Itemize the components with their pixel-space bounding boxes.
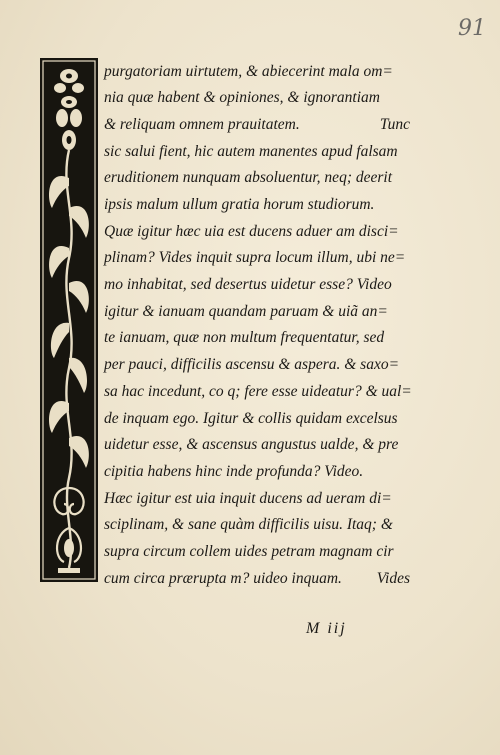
text-line: Hæc igitur est uia inquit ducens ad ueram di= bbox=[104, 489, 392, 507]
text-line: purgatoriam uirtutem, & abiecerint mala om= bbox=[104, 62, 393, 80]
text-line: mo inhabitat, sed desertus uidetur esse? Video bbox=[104, 276, 392, 294]
text-line: eruditionem nunquam absoluentur, neq; deerit bbox=[104, 169, 393, 187]
text-line-segment: cum circa prærupta m? uideo inquam. bbox=[104, 569, 342, 587]
text-line: de inquam ego. Igitur & collis quidam excelsus bbox=[104, 409, 398, 427]
woodcut-border-ornament bbox=[40, 58, 98, 582]
text-line: plinam? Vides inquit supra locum illum, ubi ne= bbox=[104, 249, 406, 267]
text-line: sa hac incedunt, co q; fere esse uideatur? & ual= bbox=[104, 382, 412, 400]
text-line: nia quæ habent & opiniones, & ignorantiam bbox=[104, 89, 380, 107]
woodcut-ornament-graphic bbox=[40, 58, 98, 582]
text-line bbox=[104, 111, 410, 138]
text-block bbox=[104, 58, 410, 592]
text-line: te ianuam, quæ non multum frequentatur, sed bbox=[104, 329, 385, 347]
text-line: sciplinam, & sane quàm difficilis uisu. Itaq; & bbox=[104, 516, 393, 534]
text-line-segment: Vides bbox=[376, 569, 410, 587]
folio-number: 91 bbox=[458, 16, 486, 41]
text-line: Quæ igitur hæc uia est ducens aduer am disci= bbox=[104, 222, 399, 240]
text-line: supra circum collem uides petram magnam cir bbox=[104, 542, 394, 560]
text-line: uidetur esse, & ascensus angustus ualde, & pre bbox=[104, 436, 399, 454]
signature-mark: M iij bbox=[306, 620, 347, 637]
text-line: igitur & ianuam quandam paruam & uiã an= bbox=[104, 302, 388, 320]
text-line: per pauci, difficilis ascensu & aspera. & saxo= bbox=[104, 356, 400, 374]
text-line bbox=[104, 565, 410, 592]
text-line: cipitia habens hinc inde profunda? Video. bbox=[104, 462, 364, 480]
text-line-segment: & reliquam omnem prauitatem. bbox=[104, 115, 300, 133]
text-line: sic salui fient, hic autem manentes apud falsam bbox=[104, 142, 398, 160]
text-line: ipsis malum ullum gratia horum studiorum. bbox=[104, 196, 375, 214]
text-line-segment: Tunc bbox=[379, 115, 410, 133]
